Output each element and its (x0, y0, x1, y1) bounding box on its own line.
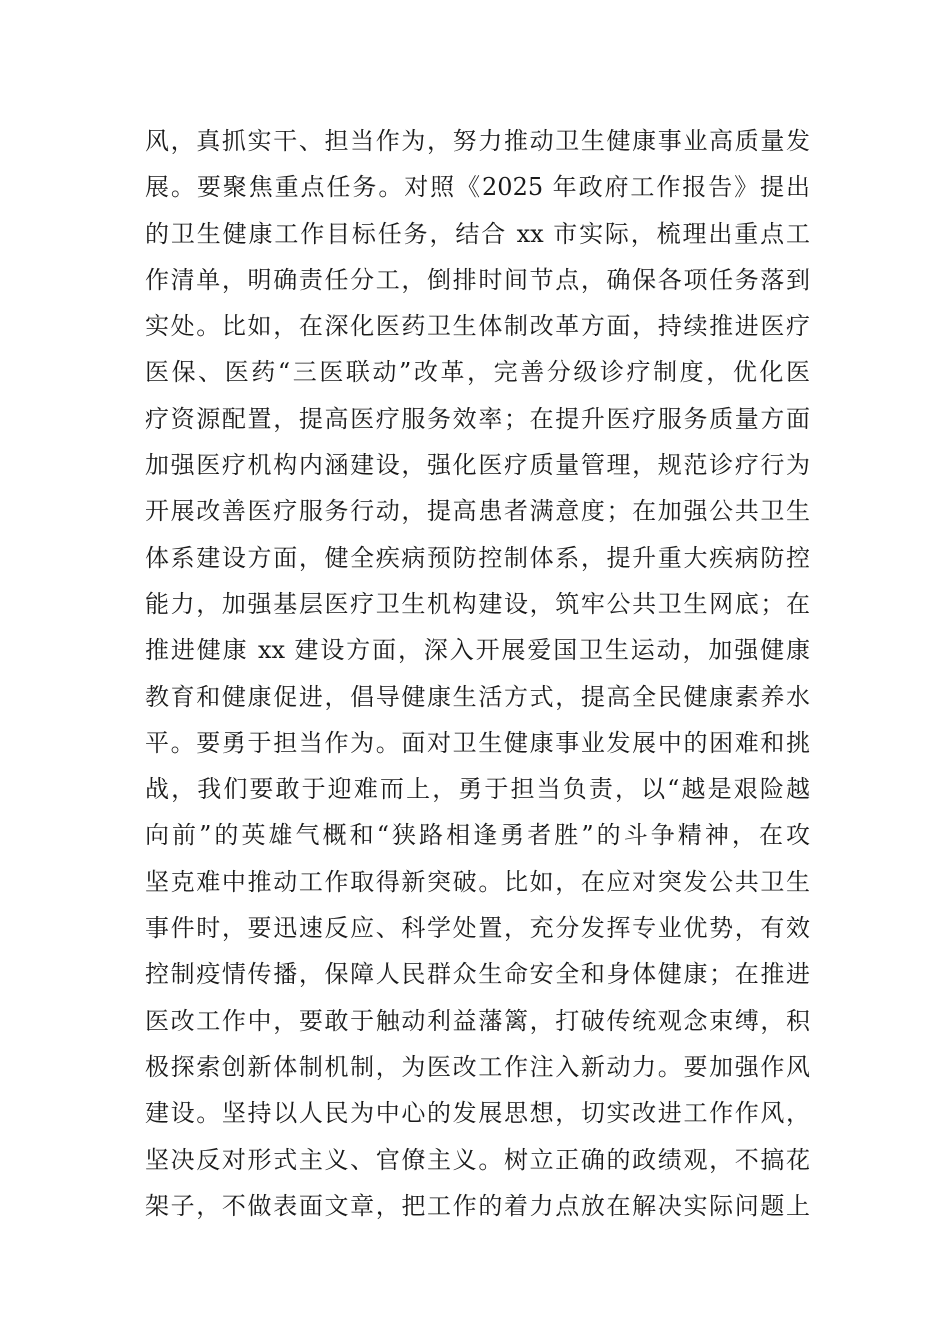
body-paragraph (145, 118, 810, 1229)
text-line: 平。要勇于担当作为。面对卫生健康事业发展中的困难和挑 (145, 728, 810, 757)
text-line: 坚决反对形式主义、官僚主义。树立正确的政绩观，不搞花 (145, 1145, 810, 1174)
text-line: 体系建设方面，健全疾病预防控制体系，提升重大疾病防控 (145, 543, 810, 572)
text-line: 坚克难中推动工作取得新突破。比如，在应对突发公共卫生 (145, 867, 810, 896)
text-line: 战，我们要敢于迎难而上，勇于担当负责，以“越是艰险越 (145, 775, 810, 804)
text-line: 能力，加强基层医疗卫生机构建设，筑牢公共卫生网底；在 (145, 589, 810, 618)
text-line: 风，真抓实干、担当作为，努力推动卫生健康事业高质量发 (145, 127, 810, 155)
text-line: 推进健康 xx 建设方面，深入开展爱国卫生运动，加强健康 (145, 636, 810, 665)
text-line: 开展改善医疗服务行动，提高患者满意度；在加强公共卫生 (145, 497, 810, 526)
text-line: 加强医疗机构内涵建设，强化医疗质量管理，规范诊疗行为 (145, 451, 810, 480)
text-line: 教育和健康促进，倡导健康生活方式，提高全民健康素养水 (145, 682, 810, 711)
text-line: 疗资源配置，提高医疗服务效率；在提升医疗服务质量方面 (145, 404, 810, 433)
text-line: 展。要聚焦重点任务。对照《2025 年政府工作报告》提出 (145, 173, 810, 202)
text-line: 事件时，要迅速反应、科学处置，充分发挥专业优势，有效 (145, 914, 810, 943)
text-line: 医改工作中，要敢于触动利益藩篱，打破传统观念束缚，积 (145, 1006, 810, 1035)
text-line: 控制疫情传播，保障人民群众生命安全和身体健康；在推进 (145, 960, 810, 989)
text-line: 作清单，明确责任分工，倒排时间节点，确保各项任务落到 (145, 265, 810, 294)
text-line: 医保、医药“三医联动”改革，完善分级诊疗制度，优化医 (145, 358, 810, 387)
text-line: 实处。比如，在深化医药卫生体制改革方面，持续推进医疗 (145, 312, 810, 341)
text-line: 的卫生健康工作目标任务，结合 xx 市实际，梳理出重点工 (145, 219, 810, 248)
text-line: 架子，不做表面文章，把工作的着力点放在解决实际问题上 (145, 1191, 810, 1220)
text-line: 建设。坚持以人民为中心的发展思想，切实改进工作作风， (145, 1099, 810, 1128)
text-line: 向前”的英雄气概和“狭路相逢勇者胜”的斗争精神，在攻 (145, 821, 810, 850)
text-line: 极探索创新体制机制，为医改工作注入新动力。要加强作风 (145, 1052, 810, 1081)
